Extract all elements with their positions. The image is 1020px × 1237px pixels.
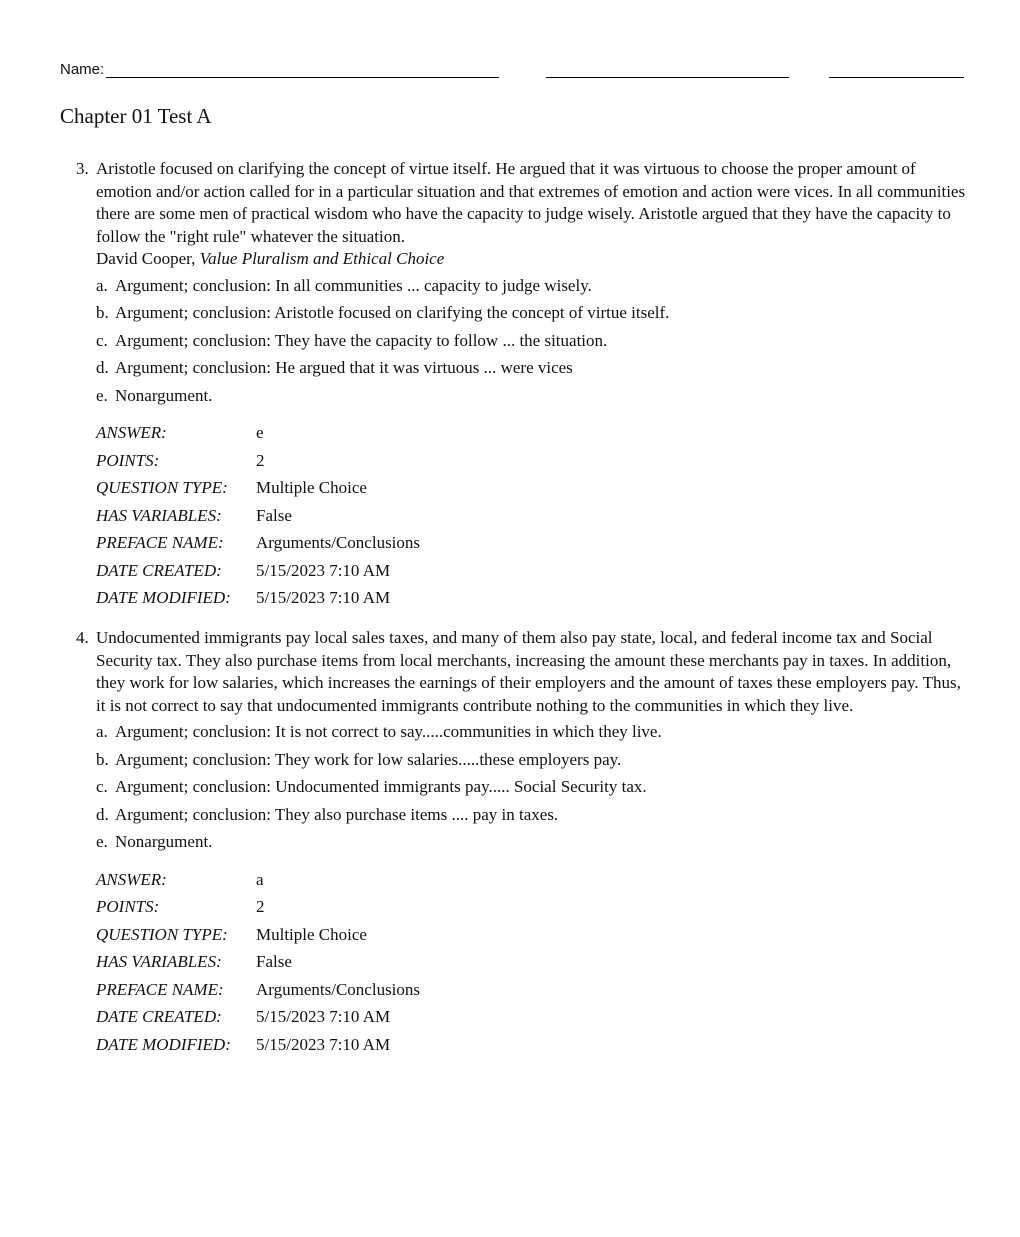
meta-label: DATE MODIFIED: <box>96 1034 231 1054</box>
meta-label: HAS VARIABLES: <box>96 505 222 525</box>
meta-date-created <box>96 557 966 585</box>
option-text: Nonargument. <box>115 385 213 405</box>
name-row <box>60 61 965 81</box>
option-text: Argument; conclusion: They have the capacity to follow ... the situation. <box>115 330 608 350</box>
option-b <box>96 746 966 774</box>
question-number: 3. <box>76 159 89 178</box>
option-c <box>96 773 966 801</box>
option-letter: e. <box>96 385 108 405</box>
question-source <box>96 248 966 271</box>
option-a <box>96 718 966 746</box>
option-letter: c. <box>96 330 108 350</box>
option-letter: b. <box>96 303 109 322</box>
meta-label: POINTS: <box>96 897 160 916</box>
blank-line-2 <box>546 77 789 78</box>
option-text: Nonargument. <box>115 832 213 851</box>
option-text: Argument; conclusion: It is not correct to say.....communities in which they live. <box>115 722 662 741</box>
meta-points <box>96 447 966 475</box>
meta-value: e <box>256 423 264 442</box>
meta-label: QUESTION TYPE: <box>96 478 228 497</box>
meta-value: 5/15/2023 7:10 AM <box>256 588 391 607</box>
name-label: Name: <box>60 61 105 78</box>
meta-date-modified <box>96 1031 966 1059</box>
options-list <box>96 272 966 410</box>
question-number: 4. <box>76 628 89 647</box>
chapter-title: Chapter 01 Test A <box>60 104 212 128</box>
option-d <box>96 354 966 382</box>
meta-label: DATE MODIFIED: <box>96 588 231 607</box>
name-line <box>106 77 499 78</box>
source-title: Value Pluralism and Ethical Choice <box>199 249 445 268</box>
meta-has-variables <box>96 948 966 976</box>
meta-value: Arguments/Conclusions <box>256 533 421 552</box>
meta-answer <box>96 866 966 894</box>
option-e <box>96 382 966 410</box>
option-letter: a. <box>96 275 108 295</box>
option-letter: d. <box>96 804 109 824</box>
meta-label: ANSWER: <box>96 869 167 889</box>
question-4 <box>76 627 966 1058</box>
meta-answer <box>96 419 966 447</box>
meta-value: Arguments/Conclusions <box>256 979 421 999</box>
option-text: Argument; conclusion: Aristotle focused on clarifying the concept of virtue itself. <box>115 303 670 322</box>
option-text: Argument; conclusion: They work for low salaries.....these employers pay. <box>115 749 622 769</box>
meta-has-variables <box>96 502 966 530</box>
meta-value: 5/15/2023 7:10 AM <box>256 560 391 580</box>
meta-value: 2 <box>256 897 265 916</box>
meta-date-modified <box>96 584 966 612</box>
meta-label: DATE CREATED: <box>96 1007 222 1026</box>
option-e <box>96 828 966 856</box>
meta-date-created <box>96 1003 966 1031</box>
option-text: Argument; conclusion: They also purchase items .... pay in taxes. <box>115 804 559 824</box>
option-text: Argument; conclusion: In all communities ... capacity to judge wisely. <box>115 275 592 295</box>
option-letter: a. <box>96 722 108 741</box>
source-author: David Cooper, <box>96 249 200 268</box>
meta-value: a <box>256 869 264 889</box>
option-text: Argument; conclusion: Undocumented immigrants pay..... Social Security tax. <box>115 777 647 796</box>
meta-value: False <box>256 505 292 525</box>
meta-value: False <box>256 952 292 971</box>
question-metadata <box>96 866 966 1059</box>
meta-value: 2 <box>256 450 265 470</box>
option-letter: c. <box>96 777 108 796</box>
meta-points <box>96 893 966 921</box>
question-text: Undocumented immigrants pay local sales taxes, and many of them also pay state, local, and federal income tax and Social Security tax. They also purchase items from local merchants, increasing the amount these merchants pay in taxes. In addition, they work for low salaries, which increases the earnings of their employers and the amount of taxes these employers pay. Thus, it is not correct to say that undocumented immigrants contribute nothing to the communities in which they live. <box>96 628 961 715</box>
question-metadata <box>96 419 966 612</box>
meta-value: 5/15/2023 7:10 AM <box>256 1034 391 1054</box>
meta-preface-name <box>96 976 966 1004</box>
meta-label: QUESTION TYPE: <box>96 924 228 944</box>
option-b <box>96 299 966 327</box>
meta-label: POINTS: <box>96 450 160 470</box>
question-text: Aristotle focused on clarifying the concept of virtue itself. He argued that it was virtuous to choose the proper amount of emotion and/or action called for in a particular situation and that extremes of emotion and action were vices. In all communities there are some men of practical wisdom who have the capacity to judge wisely. Aristotle argued that they have the capacity to follow the "right rule" whatever the situation. <box>96 159 966 246</box>
option-d <box>96 801 966 829</box>
meta-question-type <box>96 474 966 502</box>
meta-label: HAS VARIABLES: <box>96 952 222 971</box>
option-a <box>96 272 966 300</box>
option-letter: e. <box>96 832 108 851</box>
option-text: Argument; conclusion: He argued that it was virtuous ... were vices <box>115 358 573 377</box>
option-letter: b. <box>96 749 109 769</box>
question-3 <box>76 158 966 612</box>
meta-value: Multiple Choice <box>256 924 367 944</box>
meta-value: Multiple Choice <box>256 478 367 497</box>
option-letter: d. <box>96 358 109 377</box>
meta-label: ANSWER: <box>96 423 167 442</box>
meta-label: PREFACE NAME: <box>96 979 224 999</box>
options-list <box>96 718 966 856</box>
blank-line-3 <box>829 77 964 78</box>
meta-value: 5/15/2023 7:10 AM <box>256 1007 391 1026</box>
meta-preface-name <box>96 529 966 557</box>
meta-question-type <box>96 921 966 949</box>
meta-label: DATE CREATED: <box>96 560 222 580</box>
meta-label: PREFACE NAME: <box>96 533 224 552</box>
option-c <box>96 327 966 355</box>
